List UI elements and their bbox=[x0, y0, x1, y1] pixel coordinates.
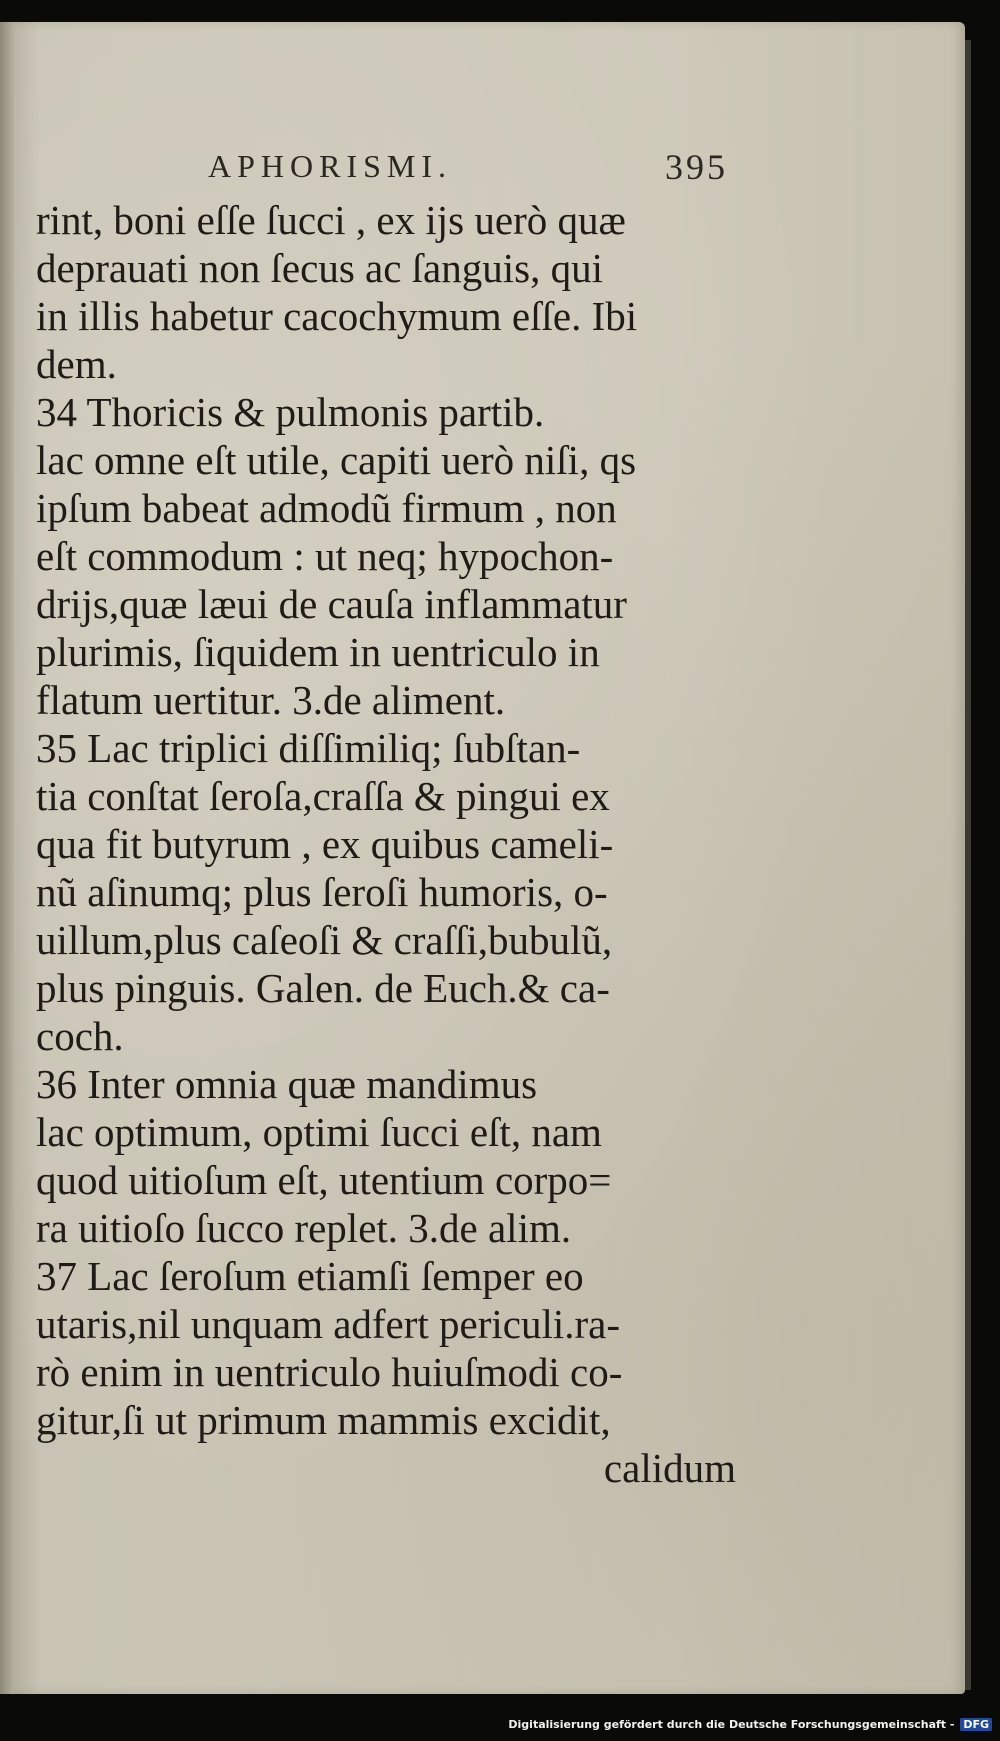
page-header bbox=[208, 148, 728, 192]
text-line: lac omne eſt utile, capiti uerò niſi, qs bbox=[36, 437, 637, 483]
text-line: uillum,plus caſeoſi & craſſi,bubulũ, bbox=[36, 917, 613, 963]
text-line: 36 Inter omnia quæ mandimus bbox=[36, 1061, 538, 1107]
text-line: nũ aſinumq; plus ſeroſi humoris, o- bbox=[36, 869, 608, 915]
digitization-credit bbox=[508, 1718, 992, 1731]
page-right-edge bbox=[965, 40, 971, 1690]
page-number: 395 bbox=[665, 147, 728, 187]
text-line: drijs,quæ læui de cauſa inflammatur bbox=[36, 581, 627, 627]
text-line: ipſum babeat admodũ firmum , non bbox=[36, 485, 617, 531]
text-line: plus pinguis. Galen. de Euch.& ca- bbox=[36, 965, 610, 1011]
text-block bbox=[36, 196, 736, 1492]
text-line: deprauati non ſecus ac ſanguis, qui bbox=[36, 245, 603, 291]
dfg-logo-icon: DFG bbox=[960, 1718, 992, 1731]
text-line: utaris,nil unquam adfert periculi.ra- bbox=[36, 1301, 621, 1347]
text-line: gitur,ſi ut primum mammis excidit, bbox=[36, 1397, 611, 1443]
text-line: rò enim in uentriculo huiuſmodi co- bbox=[36, 1349, 623, 1395]
text-line: 35 Lac triplici diſſimiliq; ſubſtan- bbox=[36, 725, 581, 771]
text-line: lac optimum, optimi ſucci eſt, nam bbox=[36, 1109, 602, 1155]
text-line: rint, boni eſſe ſucci , ex ijs uerò quæ bbox=[36, 197, 626, 243]
text-line: quod uitioſum eſt, utentium corpo= bbox=[36, 1157, 612, 1203]
text-line: 34 Thoricis & pulmonis partib. bbox=[36, 389, 545, 435]
text-line: plurimis, ſiquidem in uentriculo in bbox=[36, 629, 600, 675]
running-head: APHORISMI. bbox=[208, 148, 453, 184]
text-line: 37 Lac ſeroſum etiamſi ſemper eo bbox=[36, 1253, 584, 1299]
text-line: coch. bbox=[36, 1013, 124, 1059]
text-line: flatum uertitur. 3.de aliment. bbox=[36, 677, 506, 723]
text-line: eſt commodum : ut neq; hypochon- bbox=[36, 533, 614, 579]
text-line: in illis habetur cacochymum eſſe. Ibi bbox=[36, 293, 638, 339]
text-line: dem. bbox=[36, 341, 117, 387]
credit-text: Digitalisierung gefördert durch die Deutsche Forschungsgemeinschaft - bbox=[508, 1718, 955, 1731]
text-line: tia conſtat ſeroſa,craſſa & pingui ex bbox=[36, 773, 610, 819]
text-line: ra uitioſo ſucco replet. 3.de alim. bbox=[36, 1205, 572, 1251]
text-line: qua fit butyrum , ex quibus cameli- bbox=[36, 821, 614, 867]
catchword: calidum bbox=[603, 1445, 736, 1491]
page-gutter-shadow bbox=[0, 22, 14, 1694]
